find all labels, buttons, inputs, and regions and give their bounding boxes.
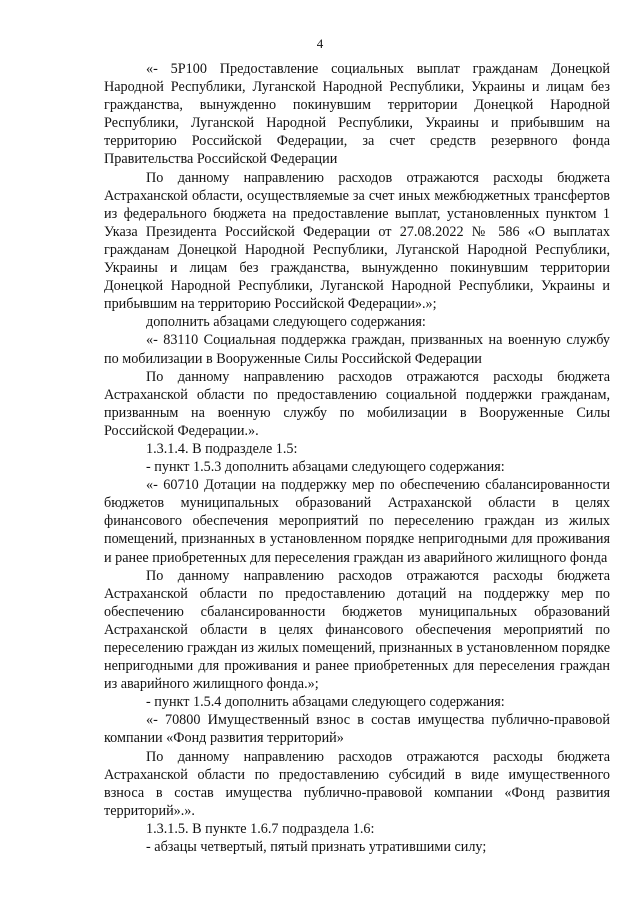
paragraph-5p100-title: «- 5Р100 Предоставление социальных выплат гражданам Донецкой Народной Республики, Луганской Народной Республики, Украины и лицам без гражданства, вынужденно покинувшим территории Донецкой Народной Республики, Луганской Народной Республики, Украины и прибывшим на территорию Российской Федерации, за счет средств резервного фонда Правительства Российской Федерации <box>104 61 610 168</box>
page-number: 4 <box>316 36 324 51</box>
paragraph-70800-description: По данному направлению расходов отражаются расходы бюджета Астраханской области по предоставлению субсидий в виде имущественного взноса в состав имущества публично-правовой компании «Фонд развития территорий».». <box>104 748 610 819</box>
paragraph-83110-description: По данному направлению расходов отражаются расходы бюджета Астраханской области по предоставлению социальной поддержки гражданам, призванным на военную службу по мобилизации в Вооруженные Силы Российской Федерации.». <box>104 368 610 439</box>
document-body <box>104 60 610 856</box>
paragraph-section-1-3-1-5: 1.3.1.5. В пункте 1.6.7 подраздела 1.6: <box>146 820 375 837</box>
paragraph-60710-title: «- 60710 Дотации на поддержку мер по обеспечению сбалансированности бюджетов муниципальных образований Астраханской области в целях финансового обеспечения мероприятий по переселению граждан из жилых помещений, признанных в установленном порядке непригодными для проживания и ранее приобретенных для переселения граждан из аварийного жилищного фонда <box>104 477 610 566</box>
paragraph-83110-title: «- 83110 Социальная поддержка граждан, призванных на военную службу по мобилизации в Вооруженные Силы Российской Федерации <box>104 332 610 367</box>
paragraph-5p100-description: По данному направлению расходов отражаются расходы бюджета Астраханской области, осуществляемые за счет иных межбюджетных трансфертов из федерального бюджета на предоставление выплат, установленных пунктом 1 Указа Президента Российской Федерации от 27.08.2022 № 586 «О выплатах гражданам Донецкой Народной Республики, Луганской Народной Республики, Украины и лицам без гражданства, вынужденно покинувшим территории Донецкой Народной Республики, Луганской Народной Республики, Украины и прибывшим на территорию Российской Федерации».»; <box>104 169 610 313</box>
paragraph-70800-title: «- 70800 Имущественный взнос в состав имущества публично-правовой компании «Фонд развития территорий» <box>104 712 610 747</box>
paragraph-60710-description: По данному направлению расходов отражаются расходы бюджета Астраханской области по предоставлению дотаций на поддержку мер по обеспечению сбалансированности бюджетов муниципальных образований Астраханской области в целях финансового обеспечения мероприятий по переселению граждан из жилых помещений, признанных в установленном порядке непригодными для проживания и ранее приобретенных для переселения граждан из аварийного жилищного фонда.»; <box>104 567 610 693</box>
paragraph-supplement-instruction: дополнить абзацами следующего содержания: <box>146 314 426 331</box>
paragraph-repeal-clauses: - абзацы четвертый, пятый признать утратившими силу; <box>146 839 487 856</box>
paragraph-item-1-5-3: - пункт 1.5.3 дополнить абзацами следующего содержания: <box>146 459 505 476</box>
paragraph-section-1-3-1-4: 1.3.1.4. В подразделе 1.5: <box>146 440 298 457</box>
paragraph-item-1-5-4: - пункт 1.5.4 дополнить абзацами следующего содержания: <box>146 694 505 711</box>
